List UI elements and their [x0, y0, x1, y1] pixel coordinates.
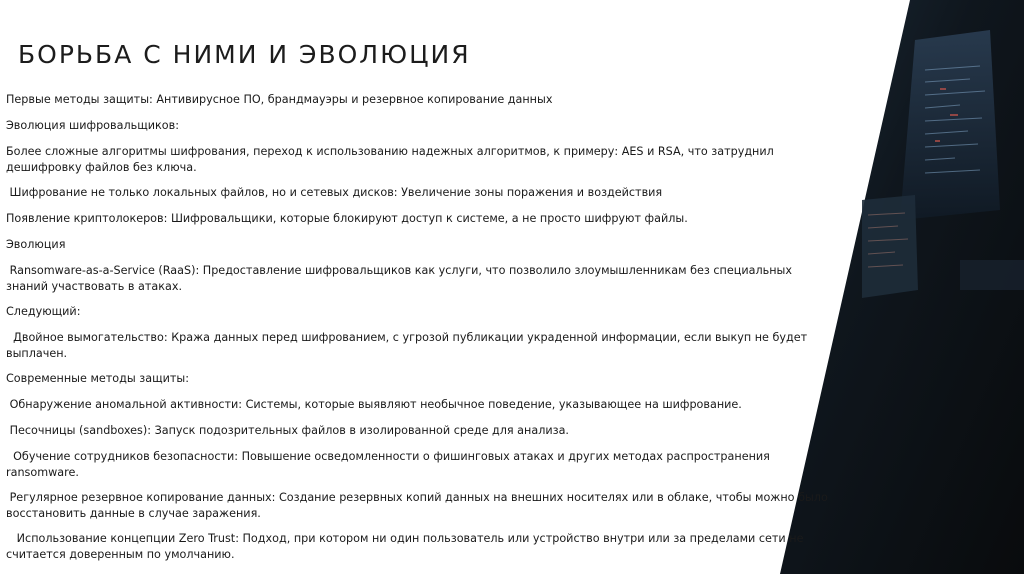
paragraph-zero-trust: Использование концепции Zero Trust: Подход, при котором ни один пользователь или устройство внутри или за пределами сети не считается доверенным по умолчанию. — [6, 532, 808, 561]
slide-title: БОРЬБА С НИМИ И ЭВОЛЮЦИЯ — [18, 40, 471, 69]
paragraph-evolution: Эволюция — [6, 238, 66, 251]
paragraph-raas: Ransomware-as-a-Service (RaaS): Предоставление шифровальщиков как услуги, что позволило злоумышленникам без специальных знаний участвовать в атаках. — [6, 264, 796, 293]
paragraph-next-heading: Следующий: — [6, 305, 81, 318]
paragraph-cryptolockers: Появление криптолокеров: Шифровальщики, которые блокируют доступ к системе, а не просто шифруют файлы. — [6, 212, 688, 225]
paragraph-complex-algorithms: Более сложные алгоритмы шифрования, переход к использованию надежных алгоритмов, к примеру: AES и RSA, что затруднил дешифровку файлов без ключа. — [6, 145, 774, 174]
paragraph-evolution-heading: Эволюция шифровальщиков: — [6, 119, 179, 132]
paragraph-modern-methods-heading: Современные методы защиты: — [6, 372, 189, 385]
paragraph-anomaly-detection: Обнаружение аномальной активности: Системы, которые выявляют необычное поведение, указывающее на шифрование. — [6, 398, 742, 411]
paragraph-sandboxes: Песочницы (sandboxes): Запуск подозрительных файлов в изолированной среде для анализа. — [6, 424, 569, 437]
paragraph-first-methods: Первые методы защиты: Антивирусное ПО, брандмауэры и резервное копирование данных — [6, 93, 553, 106]
paragraph-regular-backup: Регулярное резервное копирование данных: Создание резервных копий данных на внешних носителях или в облаке, чтобы можно было восстановить данные в случае заражения. — [6, 491, 832, 520]
paragraph-network-drives: Шифрование не только локальных файлов, но и сетевых дисков: Увеличение зоны поражения и воздействия — [6, 186, 663, 199]
paragraph-staff-training: Обучение сотрудников безопасности: Повышение осведомленности о фишинговых атаках и других методах распространения ransomware. — [6, 450, 774, 479]
paragraph-double-extortion: Двойное вымогательство: Кража данных перед шифрованием, с угрозой публикации украденной информации, если выкуп не будет выплачен. — [6, 331, 811, 360]
